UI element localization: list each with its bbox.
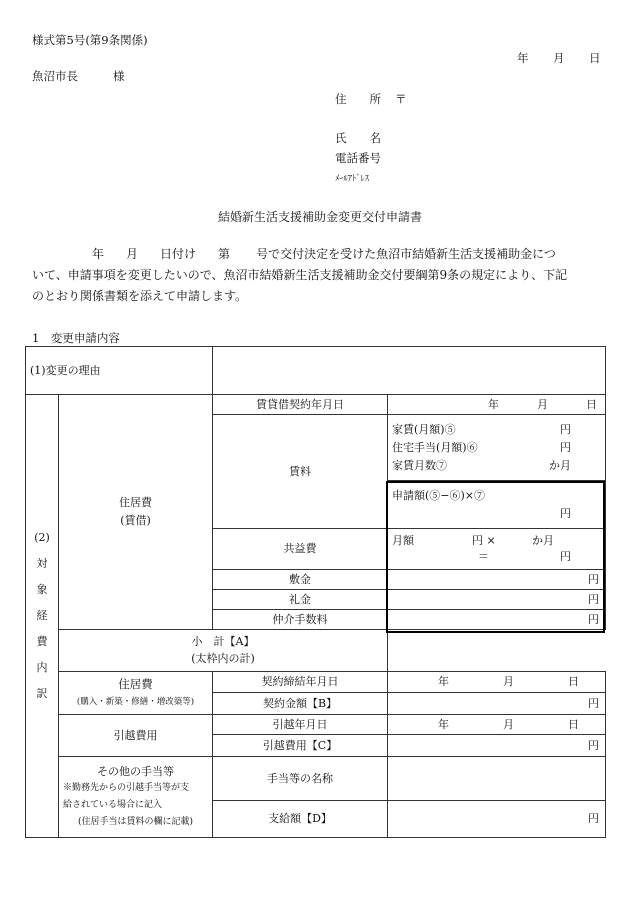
postal-mark: 〒 xyxy=(395,92,407,106)
body-year: 年 xyxy=(92,247,105,261)
contract-amount-field[interactable]: 円 xyxy=(388,693,606,715)
body-day-ref: 日付け xyxy=(160,247,197,261)
rent-details[interactable]: 家賃(月額)⑤ 円 住宅手当(月額)⑥ 円 家賃月数⑦ か月 xyxy=(388,415,606,481)
rent-months-label: 家賃月数⑦ xyxy=(392,458,447,472)
addressee: 魚沼市長 xyxy=(32,69,78,83)
section-heading: 1 変更申請内容 xyxy=(32,331,120,345)
body-line-1 xyxy=(32,244,598,265)
lease-date-field[interactable]: 年 月 日 xyxy=(388,395,606,415)
form-number: 様式第5号(第9条関係) xyxy=(32,33,148,47)
apply-amount-field[interactable]: 申請額(⑤−⑥)×⑦ 円 xyxy=(388,481,606,529)
moving-cost-field[interactable]: 円 xyxy=(388,735,606,757)
contract-amount-label: 契約金額【B】 xyxy=(213,693,388,715)
body-line-3: のとおり関係書類を添えて申請します。 xyxy=(32,289,248,303)
housing-rent-label: 住居費 (賃借) xyxy=(59,395,213,630)
address-label: 住 所 xyxy=(335,92,381,106)
apply-amount-label: 申請額(⑤−⑥)×⑦ xyxy=(392,488,486,502)
date-day: 日 xyxy=(589,51,601,65)
body-dai: 第 xyxy=(218,247,231,261)
date-year: 年 xyxy=(517,51,529,65)
document-title: 結婚新生活支援補助金変更交付申請書 xyxy=(218,210,423,224)
addressee-honorific: 様 xyxy=(113,69,125,83)
contract-date-label: 契約締結年月日 xyxy=(213,672,388,693)
body-month: 月 xyxy=(126,247,139,261)
body-paragraph xyxy=(32,244,598,307)
reason-label: (1)変更の理由 xyxy=(26,347,213,395)
reason-field[interactable] xyxy=(213,347,606,395)
key-money-label: 礼金 xyxy=(213,590,388,610)
housing-purchase-label: 住居費 (購入・新築・修繕・増改築等) xyxy=(59,672,213,715)
deposit-label: 敷金 xyxy=(213,570,388,590)
agent-fee-field[interactable]: 円 xyxy=(388,610,606,630)
moving-date-field[interactable]: 年 月 日 xyxy=(388,715,606,735)
body-line1-tail: 号で交付決定を受けた魚沼市結婚新生活支援補助金につ xyxy=(256,247,556,261)
expense-breakdown-label: (2) 対 象 経 費 内 訳 xyxy=(26,395,59,838)
housing-allowance-label: 住宅手当(月額)⑥ xyxy=(392,440,478,454)
key-money-field[interactable]: 円 xyxy=(388,590,606,610)
payment-field[interactable]: 円 xyxy=(388,801,606,838)
allowance-name-field[interactable] xyxy=(388,757,606,801)
common-fee-label: 共益費 xyxy=(213,529,388,570)
deposit-field[interactable]: 円 xyxy=(388,570,606,590)
name-label: 氏 名 xyxy=(335,131,381,145)
common-fee-field[interactable]: 月額 円 × か月 ＝ 円 xyxy=(388,529,606,570)
agent-fee-label: 仲介手数料 xyxy=(213,610,388,630)
date-month: 月 xyxy=(553,51,565,65)
payment-label: 支給額【D】 xyxy=(213,801,388,838)
rent-label: 賃料 xyxy=(213,415,388,529)
other-allowance-label: その他の手当等 ※勤務先からの引越手当等が支 給されている場合に記入 (住居手当は賃料の欄に記載) xyxy=(59,757,213,838)
subtotal-label: 小 計【A】 (太枠内の計) xyxy=(59,630,388,672)
allowance-name-label: 手当等の名称 xyxy=(213,757,388,801)
rent-monthly-label: 家賃(月額)⑤ xyxy=(392,422,456,436)
body-line-2: いて、申請事項を変更したいので、魚沼市結婚新生活支援補助金交付要綱第9条の規定により、下記 xyxy=(32,268,568,282)
lease-date-label: 賃貸借契約年月日 xyxy=(213,395,388,415)
moving-date-label: 引越年月日 xyxy=(213,715,388,735)
email-label: ﾒｰﾙｱﾄﾞﾚｽ xyxy=(335,174,370,184)
moving-cost-label: 引越費用【C】 xyxy=(213,735,388,757)
contract-date-field[interactable]: 年 月 日 xyxy=(388,672,606,693)
moving-label: 引越費用 xyxy=(59,715,213,757)
phone-label: 電話番号 xyxy=(335,151,381,165)
subtotal-thick-frame xyxy=(386,481,605,633)
